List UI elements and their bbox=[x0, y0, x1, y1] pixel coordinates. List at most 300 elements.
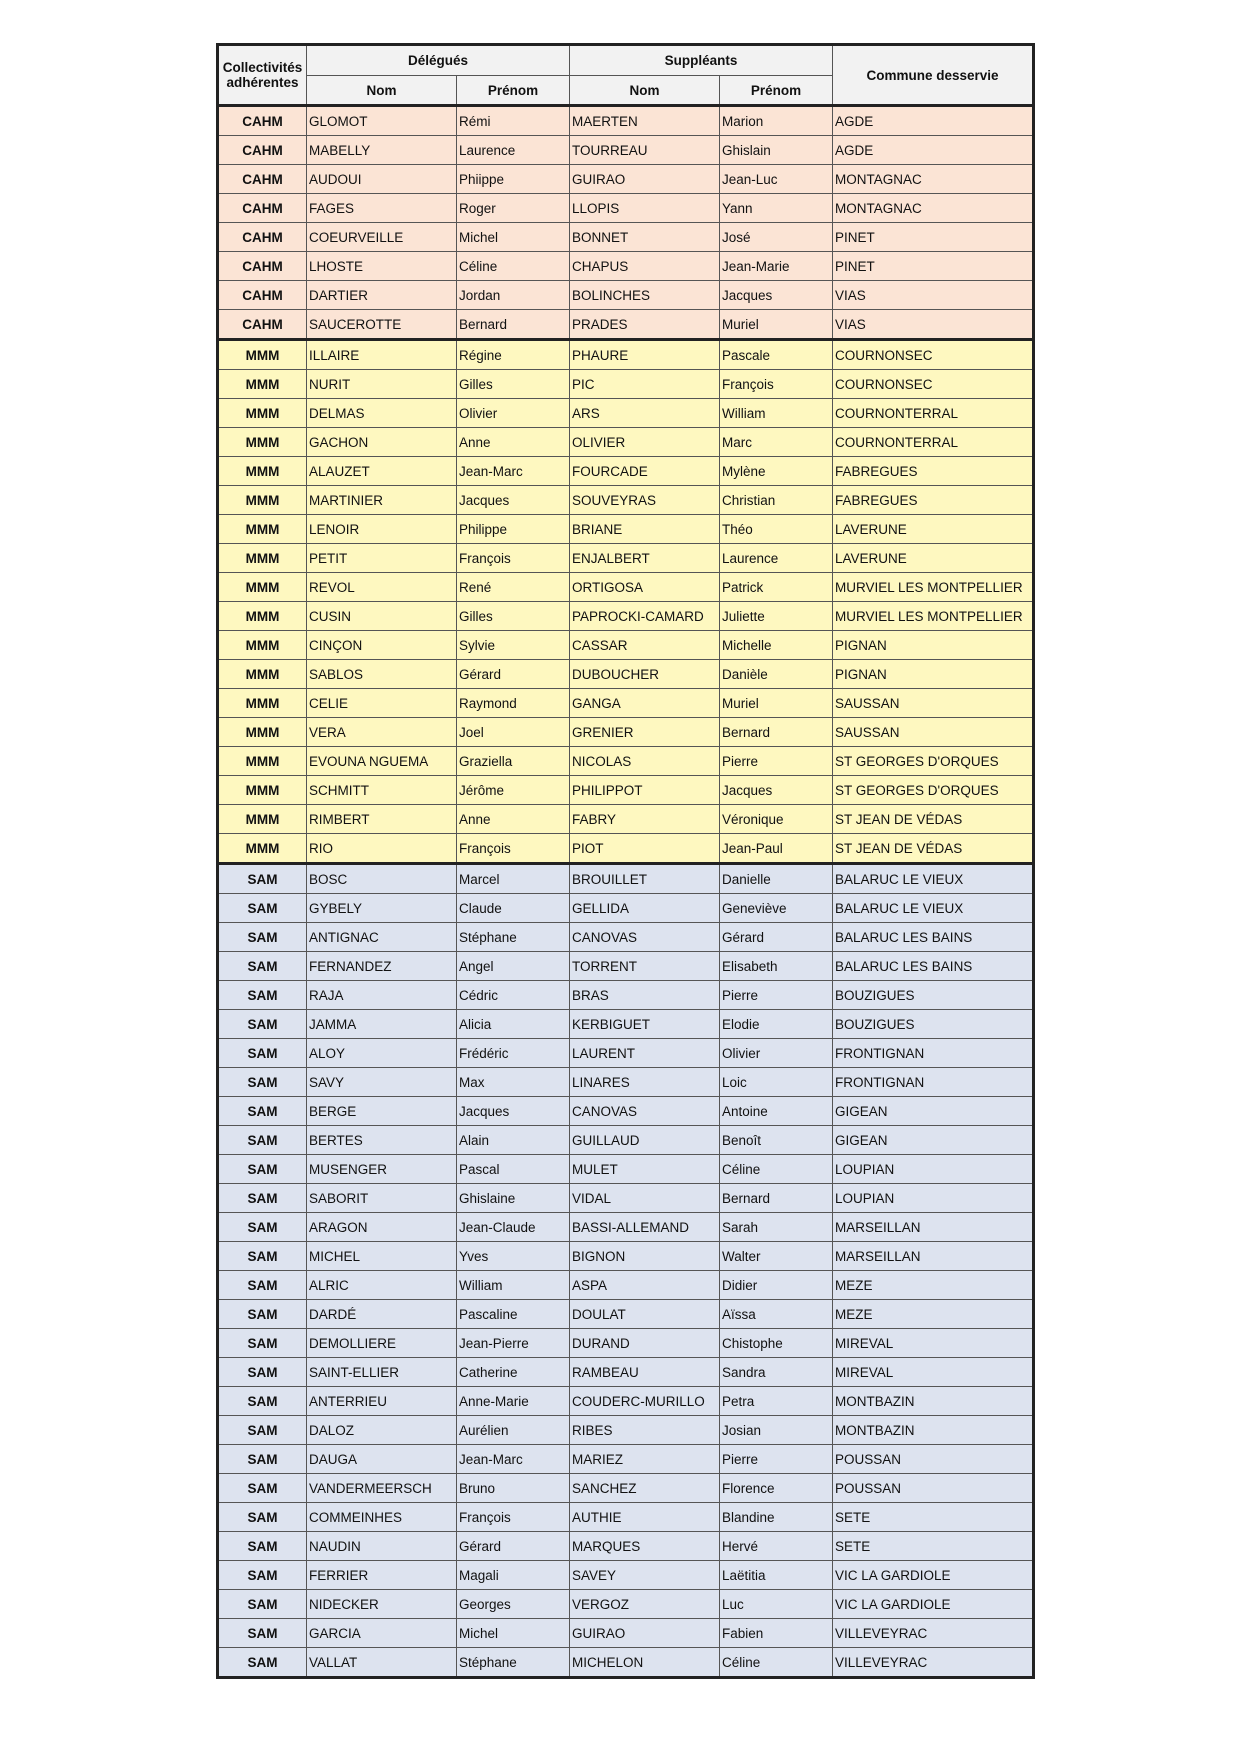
delegue-prenom-cell: Régine bbox=[457, 340, 570, 370]
suppleant-nom-cell: ASPA bbox=[570, 1271, 720, 1300]
collectivite-cell: MMM bbox=[218, 544, 307, 573]
delegue-prenom-cell: Laurence bbox=[457, 136, 570, 165]
suppleant-nom-cell: FABRY bbox=[570, 805, 720, 834]
table-row bbox=[218, 1503, 1034, 1532]
delegue-prenom-cell: Gilles bbox=[457, 602, 570, 631]
delegue-nom-cell: NIDECKER bbox=[307, 1590, 457, 1619]
delegue-prenom-cell: Claude bbox=[457, 894, 570, 923]
commune-cell: BALARUC LES BAINS bbox=[833, 923, 1034, 952]
suppleant-nom-cell: PIOT bbox=[570, 834, 720, 864]
collectivite-cell: SAM bbox=[218, 1503, 307, 1532]
delegue-prenom-cell: Olivier bbox=[457, 399, 570, 428]
suppleant-nom-cell: AUTHIE bbox=[570, 1503, 720, 1532]
suppleant-nom-cell: BRAS bbox=[570, 981, 720, 1010]
delegue-prenom-cell: François bbox=[457, 834, 570, 864]
suppleant-prenom-cell: Jean-Marie bbox=[720, 252, 833, 281]
delegue-nom-cell: CINÇON bbox=[307, 631, 457, 660]
suppleant-prenom-cell: Marc bbox=[720, 428, 833, 457]
suppleant-prenom-cell: Petra bbox=[720, 1387, 833, 1416]
suppleant-prenom-cell: Olivier bbox=[720, 1039, 833, 1068]
delegue-prenom-cell: Phiippe bbox=[457, 165, 570, 194]
table-row bbox=[218, 981, 1034, 1010]
delegue-prenom-cell: Jordan bbox=[457, 281, 570, 310]
delegue-nom-cell: GLOMOT bbox=[307, 106, 457, 136]
table-body bbox=[218, 106, 1034, 1678]
collectivite-cell: CAHM bbox=[218, 310, 307, 340]
commune-cell: BALARUC LE VIEUX bbox=[833, 864, 1034, 894]
suppleant-nom-cell: COUDERC-MURILLO bbox=[570, 1387, 720, 1416]
suppleant-prenom-cell: Sandra bbox=[720, 1358, 833, 1387]
collectivite-cell: SAM bbox=[218, 894, 307, 923]
delegue-prenom-cell: François bbox=[457, 544, 570, 573]
suppleant-nom-cell: SAVEY bbox=[570, 1561, 720, 1590]
collectivite-cell: CAHM bbox=[218, 165, 307, 194]
suppleant-nom-cell: PHAURE bbox=[570, 340, 720, 370]
suppleant-nom-cell: MICHELON bbox=[570, 1648, 720, 1678]
suppleant-prenom-cell: Jean-Luc bbox=[720, 165, 833, 194]
table-row bbox=[218, 281, 1034, 310]
header-suppleants: Suppléants bbox=[570, 45, 833, 76]
suppleant-prenom-cell: Michelle bbox=[720, 631, 833, 660]
delegue-nom-cell: FERRIER bbox=[307, 1561, 457, 1590]
suppleant-nom-cell: MULET bbox=[570, 1155, 720, 1184]
suppleant-prenom-cell: Bernard bbox=[720, 718, 833, 747]
suppleant-nom-cell: FOURCADE bbox=[570, 457, 720, 486]
table-row bbox=[218, 1010, 1034, 1039]
suppleant-nom-cell: BROUILLET bbox=[570, 864, 720, 894]
suppleant-prenom-cell: Sarah bbox=[720, 1213, 833, 1242]
suppleant-prenom-cell: Antoine bbox=[720, 1097, 833, 1126]
delegue-nom-cell: MICHEL bbox=[307, 1242, 457, 1271]
delegue-prenom-cell: Jacques bbox=[457, 486, 570, 515]
delegue-prenom-cell: Jean-Pierre bbox=[457, 1329, 570, 1358]
collectivite-cell: MMM bbox=[218, 573, 307, 602]
delegue-prenom-cell: Michel bbox=[457, 223, 570, 252]
suppleant-nom-cell: ARS bbox=[570, 399, 720, 428]
suppleant-nom-cell: CASSAR bbox=[570, 631, 720, 660]
suppleant-nom-cell: SOUVEYRAS bbox=[570, 486, 720, 515]
delegue-nom-cell: SAINT-ELLIER bbox=[307, 1358, 457, 1387]
table-row bbox=[218, 952, 1034, 981]
suppleant-prenom-cell: William bbox=[720, 399, 833, 428]
suppleant-prenom-cell: Didier bbox=[720, 1271, 833, 1300]
delegue-prenom-cell: Stéphane bbox=[457, 923, 570, 952]
suppleant-prenom-cell: Fabien bbox=[720, 1619, 833, 1648]
delegue-nom-cell: NAUDIN bbox=[307, 1532, 457, 1561]
table-row bbox=[218, 252, 1034, 281]
commune-cell: BOUZIGUES bbox=[833, 1010, 1034, 1039]
collectivite-cell: SAM bbox=[218, 923, 307, 952]
commune-cell: MONTAGNAC bbox=[833, 194, 1034, 223]
collectivite-cell: CAHM bbox=[218, 194, 307, 223]
suppleant-nom-cell: VIDAL bbox=[570, 1184, 720, 1213]
suppleant-nom-cell: GELLIDA bbox=[570, 894, 720, 923]
suppleant-nom-cell: PIC bbox=[570, 370, 720, 399]
collectivite-cell: SAM bbox=[218, 1329, 307, 1358]
delegue-nom-cell: BERGE bbox=[307, 1097, 457, 1126]
suppleant-nom-cell: GRENIER bbox=[570, 718, 720, 747]
suppleant-prenom-cell: Laurence bbox=[720, 544, 833, 573]
suppleant-prenom-cell: Mylène bbox=[720, 457, 833, 486]
table-row bbox=[218, 1039, 1034, 1068]
delegue-nom-cell: MABELLY bbox=[307, 136, 457, 165]
collectivite-cell: SAM bbox=[218, 1474, 307, 1503]
delegue-prenom-cell: Aurélien bbox=[457, 1416, 570, 1445]
suppleant-prenom-cell: Blandine bbox=[720, 1503, 833, 1532]
delegue-nom-cell: ALRIC bbox=[307, 1271, 457, 1300]
suppleant-prenom-cell: Pierre bbox=[720, 1445, 833, 1474]
delegue-prenom-cell: Jean-Marc bbox=[457, 457, 570, 486]
delegue-nom-cell: SCHMITT bbox=[307, 776, 457, 805]
commune-cell: LOUPIAN bbox=[833, 1184, 1034, 1213]
suppleant-prenom-cell: Pierre bbox=[720, 981, 833, 1010]
table-row bbox=[218, 106, 1034, 136]
table-row bbox=[218, 486, 1034, 515]
suppleant-prenom-cell: Muriel bbox=[720, 689, 833, 718]
delegue-prenom-cell: William bbox=[457, 1271, 570, 1300]
delegue-nom-cell: VANDERMEERSCH bbox=[307, 1474, 457, 1503]
delegue-prenom-cell: Bruno bbox=[457, 1474, 570, 1503]
collectivite-cell: SAM bbox=[218, 1590, 307, 1619]
delegue-prenom-cell: Graziella bbox=[457, 747, 570, 776]
collectivite-cell: MMM bbox=[218, 486, 307, 515]
commune-cell: AGDE bbox=[833, 136, 1034, 165]
suppleant-prenom-cell: Loic bbox=[720, 1068, 833, 1097]
delegue-prenom-cell: Michel bbox=[457, 1619, 570, 1648]
collectivite-cell: SAM bbox=[218, 1532, 307, 1561]
delegue-nom-cell: FERNANDEZ bbox=[307, 952, 457, 981]
delegue-prenom-cell: Ghislaine bbox=[457, 1184, 570, 1213]
delegue-nom-cell: BOSC bbox=[307, 864, 457, 894]
suppleant-nom-cell: ORTIGOSA bbox=[570, 573, 720, 602]
table-row bbox=[218, 340, 1034, 370]
commune-cell: BOUZIGUES bbox=[833, 981, 1034, 1010]
table-row bbox=[218, 1619, 1034, 1648]
delegue-nom-cell: VERA bbox=[307, 718, 457, 747]
collectivite-cell: SAM bbox=[218, 1039, 307, 1068]
table-row bbox=[218, 1590, 1034, 1619]
delegue-nom-cell: MUSENGER bbox=[307, 1155, 457, 1184]
table-row bbox=[218, 310, 1034, 340]
delegue-prenom-cell: Frédéric bbox=[457, 1039, 570, 1068]
delegue-prenom-cell: Anne bbox=[457, 428, 570, 457]
commune-cell: MURVIEL LES MONTPELLIER bbox=[833, 573, 1034, 602]
commune-cell: MARSEILLAN bbox=[833, 1242, 1034, 1271]
collectivite-cell: SAM bbox=[218, 1242, 307, 1271]
suppleant-nom-cell: ENJALBERT bbox=[570, 544, 720, 573]
commune-cell: VILLEVEYRAC bbox=[833, 1648, 1034, 1678]
commune-cell: MEZE bbox=[833, 1271, 1034, 1300]
collectivite-cell: SAM bbox=[218, 1010, 307, 1039]
commune-cell: PIGNAN bbox=[833, 631, 1034, 660]
delegue-prenom-cell: Gérard bbox=[457, 1532, 570, 1561]
collectivite-cell: SAM bbox=[218, 1213, 307, 1242]
table-header bbox=[218, 45, 1034, 106]
collectivite-cell: SAM bbox=[218, 1358, 307, 1387]
table-row bbox=[218, 1155, 1034, 1184]
table-row bbox=[218, 1126, 1034, 1155]
collectivite-cell: MMM bbox=[218, 340, 307, 370]
commune-cell: MARSEILLAN bbox=[833, 1213, 1034, 1242]
suppleant-nom-cell: GUIRAO bbox=[570, 1619, 720, 1648]
commune-cell: MONTAGNAC bbox=[833, 165, 1034, 194]
delegue-prenom-cell: Georges bbox=[457, 1590, 570, 1619]
table-row bbox=[218, 428, 1034, 457]
collectivite-cell: MMM bbox=[218, 747, 307, 776]
delegue-nom-cell: SAUCEROTTE bbox=[307, 310, 457, 340]
collectivite-cell: SAM bbox=[218, 1619, 307, 1648]
suppleant-prenom-cell: Théo bbox=[720, 515, 833, 544]
delegue-prenom-cell: Magali bbox=[457, 1561, 570, 1590]
delegue-nom-cell: SAVY bbox=[307, 1068, 457, 1097]
suppleant-nom-cell: TORRENT bbox=[570, 952, 720, 981]
suppleant-prenom-cell: Bernard bbox=[720, 1184, 833, 1213]
suppleant-nom-cell: PHILIPPOT bbox=[570, 776, 720, 805]
delegue-prenom-cell: Pascaline bbox=[457, 1300, 570, 1329]
collectivite-cell: SAM bbox=[218, 1561, 307, 1590]
suppleant-prenom-cell: François bbox=[720, 370, 833, 399]
delegue-nom-cell: COMMEINHES bbox=[307, 1503, 457, 1532]
delegue-prenom-cell: René bbox=[457, 573, 570, 602]
delegue-nom-cell: DAUGA bbox=[307, 1445, 457, 1474]
collectivite-cell: SAM bbox=[218, 1387, 307, 1416]
commune-cell: MIREVAL bbox=[833, 1358, 1034, 1387]
table-row bbox=[218, 923, 1034, 952]
table-row bbox=[218, 1213, 1034, 1242]
table-row bbox=[218, 631, 1034, 660]
delegue-prenom-cell: Philippe bbox=[457, 515, 570, 544]
collectivite-cell: MMM bbox=[218, 370, 307, 399]
delegue-nom-cell: DELMAS bbox=[307, 399, 457, 428]
suppleant-nom-cell: MARQUES bbox=[570, 1532, 720, 1561]
suppleant-nom-cell: CANOVAS bbox=[570, 1097, 720, 1126]
delegue-prenom-cell: Bernard bbox=[457, 310, 570, 340]
commune-cell: SAUSSAN bbox=[833, 689, 1034, 718]
commune-cell: FRONTIGNAN bbox=[833, 1068, 1034, 1097]
commune-cell: ST GEORGES D'ORQUES bbox=[833, 747, 1034, 776]
collectivite-cell: SAM bbox=[218, 1445, 307, 1474]
delegue-nom-cell: ILLAIRE bbox=[307, 340, 457, 370]
collectivite-cell: SAM bbox=[218, 952, 307, 981]
delegue-nom-cell: GYBELY bbox=[307, 894, 457, 923]
suppleant-prenom-cell: Marion bbox=[720, 106, 833, 136]
suppleant-nom-cell: CHAPUS bbox=[570, 252, 720, 281]
table-row bbox=[218, 165, 1034, 194]
delegue-nom-cell: DARDÉ bbox=[307, 1300, 457, 1329]
suppleant-nom-cell: DUBOUCHER bbox=[570, 660, 720, 689]
delegue-prenom-cell: Sylvie bbox=[457, 631, 570, 660]
delegue-prenom-cell: Angel bbox=[457, 952, 570, 981]
suppleant-nom-cell: MARIEZ bbox=[570, 1445, 720, 1474]
suppleant-prenom-cell: Jacques bbox=[720, 776, 833, 805]
collectivite-cell: MMM bbox=[218, 689, 307, 718]
collectivite-cell: MMM bbox=[218, 457, 307, 486]
suppleant-prenom-cell: Danielle bbox=[720, 864, 833, 894]
commune-cell: MONTBAZIN bbox=[833, 1416, 1034, 1445]
table-row bbox=[218, 1068, 1034, 1097]
suppleant-prenom-cell: Walter bbox=[720, 1242, 833, 1271]
collectivite-cell: SAM bbox=[218, 864, 307, 894]
delegue-nom-cell: ALOY bbox=[307, 1039, 457, 1068]
suppleant-prenom-cell: Véronique bbox=[720, 805, 833, 834]
delegue-nom-cell: EVOUNA NGUEMA bbox=[307, 747, 457, 776]
collectivite-cell: SAM bbox=[218, 1648, 307, 1678]
commune-cell: FRONTIGNAN bbox=[833, 1039, 1034, 1068]
suppleant-prenom-cell: Pascale bbox=[720, 340, 833, 370]
commune-cell: COURNONSEC bbox=[833, 370, 1034, 399]
delegue-prenom-cell: Jacques bbox=[457, 1097, 570, 1126]
commune-cell: LAVERUNE bbox=[833, 544, 1034, 573]
commune-cell: BALARUC LES BAINS bbox=[833, 952, 1034, 981]
commune-cell: MONTBAZIN bbox=[833, 1387, 1034, 1416]
delegue-nom-cell: AUDOUI bbox=[307, 165, 457, 194]
commune-cell: PIGNAN bbox=[833, 660, 1034, 689]
header-collectivites: Collectivités adhérentes bbox=[218, 45, 307, 106]
suppleant-nom-cell: BRIANE bbox=[570, 515, 720, 544]
suppleant-prenom-cell: Josian bbox=[720, 1416, 833, 1445]
collectivite-cell: CAHM bbox=[218, 252, 307, 281]
suppleant-nom-cell: VERGOZ bbox=[570, 1590, 720, 1619]
delegue-nom-cell: RIO bbox=[307, 834, 457, 864]
delegue-prenom-cell: Max bbox=[457, 1068, 570, 1097]
suppleant-nom-cell: GANGA bbox=[570, 689, 720, 718]
delegue-prenom-cell: Marcel bbox=[457, 864, 570, 894]
suppleant-prenom-cell: Jean-Paul bbox=[720, 834, 833, 864]
suppleant-nom-cell: BASSI-ALLEMAND bbox=[570, 1213, 720, 1242]
commune-cell: GIGEAN bbox=[833, 1126, 1034, 1155]
table-row bbox=[218, 660, 1034, 689]
collectivite-cell: CAHM bbox=[218, 136, 307, 165]
delegue-prenom-cell: Jean-Marc bbox=[457, 1445, 570, 1474]
delegue-nom-cell: CELIE bbox=[307, 689, 457, 718]
suppleant-prenom-cell: Geneviève bbox=[720, 894, 833, 923]
suppleant-prenom-cell: Elodie bbox=[720, 1010, 833, 1039]
commune-cell: POUSSAN bbox=[833, 1474, 1034, 1503]
delegue-prenom-cell: Stéphane bbox=[457, 1648, 570, 1678]
delegue-prenom-cell: Céline bbox=[457, 252, 570, 281]
suppleant-prenom-cell: Benoît bbox=[720, 1126, 833, 1155]
delegue-prenom-cell: Alain bbox=[457, 1126, 570, 1155]
delegue-nom-cell: VALLAT bbox=[307, 1648, 457, 1678]
commune-cell: FABREGUES bbox=[833, 457, 1034, 486]
suppleant-prenom-cell: Yann bbox=[720, 194, 833, 223]
table-row bbox=[218, 894, 1034, 923]
table-row bbox=[218, 515, 1034, 544]
commune-cell: MIREVAL bbox=[833, 1329, 1034, 1358]
collectivite-cell: CAHM bbox=[218, 106, 307, 136]
table-row bbox=[218, 1648, 1034, 1678]
table-row bbox=[218, 747, 1034, 776]
commune-cell: COURNONTERRAL bbox=[833, 428, 1034, 457]
delegue-nom-cell: SABORIT bbox=[307, 1184, 457, 1213]
suppleant-nom-cell: PRADES bbox=[570, 310, 720, 340]
suppleant-prenom-cell: Hervé bbox=[720, 1532, 833, 1561]
suppleant-nom-cell: RIBES bbox=[570, 1416, 720, 1445]
suppleant-prenom-cell: Christian bbox=[720, 486, 833, 515]
delegue-nom-cell: NURIT bbox=[307, 370, 457, 399]
table-row bbox=[218, 399, 1034, 428]
suppleant-nom-cell: RAMBEAU bbox=[570, 1358, 720, 1387]
commune-cell: VILLEVEYRAC bbox=[833, 1619, 1034, 1648]
suppleant-nom-cell: LLOPIS bbox=[570, 194, 720, 223]
delegue-nom-cell: DALOZ bbox=[307, 1416, 457, 1445]
commune-cell: ST GEORGES D'ORQUES bbox=[833, 776, 1034, 805]
commune-cell: VIC LA GARDIOLE bbox=[833, 1561, 1034, 1590]
suppleant-prenom-cell: Juliette bbox=[720, 602, 833, 631]
table-row bbox=[218, 689, 1034, 718]
suppleant-nom-cell: BONNET bbox=[570, 223, 720, 252]
commune-cell: COURNONTERRAL bbox=[833, 399, 1034, 428]
suppleant-nom-cell: GUILLAUD bbox=[570, 1126, 720, 1155]
suppleant-nom-cell: CANOVAS bbox=[570, 923, 720, 952]
collectivite-cell: MMM bbox=[218, 602, 307, 631]
table-row bbox=[218, 1184, 1034, 1213]
suppleant-prenom-cell: Aïssa bbox=[720, 1300, 833, 1329]
commune-cell: COURNONSEC bbox=[833, 340, 1034, 370]
suppleant-prenom-cell: Muriel bbox=[720, 310, 833, 340]
delegue-nom-cell: COEURVEILLE bbox=[307, 223, 457, 252]
commune-cell: MURVIEL LES MONTPELLIER bbox=[833, 602, 1034, 631]
header-suppleant-nom: Nom bbox=[570, 76, 720, 106]
collectivite-cell: SAM bbox=[218, 1184, 307, 1213]
suppleant-prenom-cell: Patrick bbox=[720, 573, 833, 602]
collectivite-cell: MMM bbox=[218, 515, 307, 544]
suppleant-nom-cell: DURAND bbox=[570, 1329, 720, 1358]
collectivite-cell: SAM bbox=[218, 1126, 307, 1155]
delegates-table bbox=[216, 43, 1035, 1679]
table-row bbox=[218, 1329, 1034, 1358]
suppleant-nom-cell: MAERTEN bbox=[570, 106, 720, 136]
delegue-prenom-cell: Joel bbox=[457, 718, 570, 747]
delegue-nom-cell: RAJA bbox=[307, 981, 457, 1010]
collectivite-cell: SAM bbox=[218, 1271, 307, 1300]
delegue-prenom-cell: Jean-Claude bbox=[457, 1213, 570, 1242]
commune-cell: BALARUC LE VIEUX bbox=[833, 894, 1034, 923]
collectivite-cell: SAM bbox=[218, 1155, 307, 1184]
collectivite-cell: MMM bbox=[218, 428, 307, 457]
commune-cell: SETE bbox=[833, 1503, 1034, 1532]
header-delegues: Délégués bbox=[307, 45, 570, 76]
collectivite-cell: SAM bbox=[218, 1097, 307, 1126]
table-row bbox=[218, 544, 1034, 573]
delegue-nom-cell: DEMOLLIERE bbox=[307, 1329, 457, 1358]
table-row bbox=[218, 194, 1034, 223]
table-row bbox=[218, 1474, 1034, 1503]
commune-cell: VIAS bbox=[833, 281, 1034, 310]
commune-cell: POUSSAN bbox=[833, 1445, 1034, 1474]
table-row bbox=[218, 573, 1034, 602]
collectivite-cell: MMM bbox=[218, 399, 307, 428]
collectivite-cell: CAHM bbox=[218, 223, 307, 252]
delegue-prenom-cell: Anne bbox=[457, 805, 570, 834]
commune-cell: GIGEAN bbox=[833, 1097, 1034, 1126]
commune-cell: SAUSSAN bbox=[833, 718, 1034, 747]
suppleant-nom-cell: KERBIGUET bbox=[570, 1010, 720, 1039]
commune-cell: LAVERUNE bbox=[833, 515, 1034, 544]
delegue-nom-cell: CUSIN bbox=[307, 602, 457, 631]
suppleant-prenom-cell: Laëtitia bbox=[720, 1561, 833, 1590]
suppleant-prenom-cell: Luc bbox=[720, 1590, 833, 1619]
delegue-nom-cell: ARAGON bbox=[307, 1213, 457, 1242]
table-row bbox=[218, 223, 1034, 252]
delegue-prenom-cell: Roger bbox=[457, 194, 570, 223]
table-row bbox=[218, 1300, 1034, 1329]
suppleant-nom-cell: BOLINCHES bbox=[570, 281, 720, 310]
table-row bbox=[218, 1271, 1034, 1300]
table-row bbox=[218, 602, 1034, 631]
commune-cell: ST JEAN DE VÉDAS bbox=[833, 805, 1034, 834]
suppleant-prenom-cell: Gérard bbox=[720, 923, 833, 952]
